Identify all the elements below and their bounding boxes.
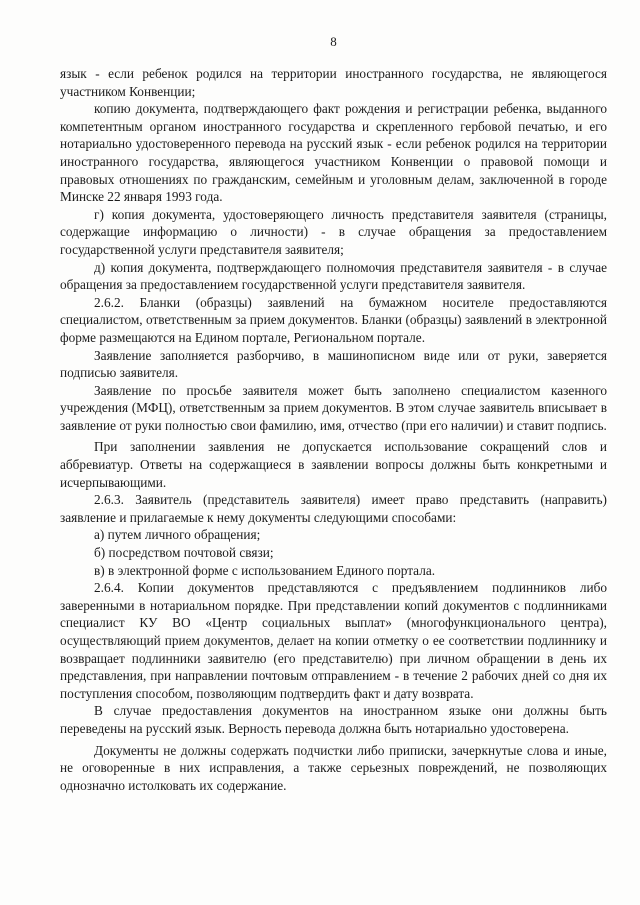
paragraph-4: д) копия документа, подтверждающего полномочия представителя заявителя - в случае обращения за предоставлением государственной услуги представителя заявителя. (60, 259, 607, 293)
paragraph-9: 2.6.3. Заявитель (представитель заявителя) имеет право представить (направить) заявление и прилагаемые к нему документы следующими способами: (60, 492, 607, 525)
paragraph-6: Заявление заполняется разборчиво, в машинописном виде или от руки, заверяется подписью заявителя. (60, 347, 607, 381)
paragraph-2: копию документа, подтверждающего факт рождения и регистрации ребенка, выданного компетентным органом иностранного государства и скрепленного гербовой печатью, и его нотариально удостоверенного перевода на русский язык - если ребенок родился на территории иностранного государства, являющегося участником Конвенции о правовой помощи и правовых отношениях по гражданским, семейным и уголовным делам, заключенной в городе Минске 22 января 1993 года. (60, 101, 607, 205)
list-item-c: в) в электронной форме с использованием Единого портала. (94, 562, 436, 578)
paragraph-1: язык - если ребенок родился на территории иностранного государства, не являющегося участником Конвенции; (60, 66, 607, 99)
paragraph-5: 2.6.2. Бланки (образцы) заявлений на бумажном носителе предоставляются специалистом, ответственным за прием документов. Бланки (образцы) заявлений в электронной форме размещаются на Едином портале, Региональном портале. (60, 294, 607, 345)
paragraph-10: 2.6.4. Копии документов представляются с предъявлением подлинников либо заверенными в нотариальном порядке. При представлении копий документов с подлинниками специалист КУ ВО «Центр социальных выплат» (многофункционального центра), осуществляющий прием документов, делает на копии отметку о ее соответствии подлиннику и возвращает подлинники заявителю (его представителю) при личном обращении в день их представления, при направлении почтовым отправлением - в течение 2 рабочих дней со дня их поступления способом, позволяющим подтвердить факт и дату возврата. (60, 580, 607, 701)
paragraph-7: Заявление по просьбе заявителя может быть заполнено специалистом казенного учреждения (МФЦ), ответственным за прием документов. В этом случае заявитель вписывает в заявление от руки полностью свои фамилию, имя, отчество (при его наличии) и ставит подпись. (60, 382, 607, 433)
page-number: 8 (330, 34, 337, 49)
paragraph-3: г) копия документа, удостоверяющего личность представителя заявителя (страницы, содержащие информацию о личности) - в случае обращения за предоставлением государственной услуги представителя заявителя; (60, 206, 607, 257)
list-item-a: а) путем личного обращения; (94, 527, 261, 543)
paragraph-8: При заполнении заявления не допускается использование сокращений слов и аббревиатур. Ответы на содержащиеся в заявлении вопросы должны быть конкретными и исчерпывающими. (60, 439, 607, 490)
list-item-b: б) посредством почтовой связи; (94, 545, 274, 561)
paragraph-12: Документы не должны содержать подчистки либо приписки, зачеркнутые слова и иные, не оговоренные в них исправления, а также серьезных повреждений, не позволяющих однозначно истолковать их содержание. (60, 742, 607, 793)
paragraph-11: В случае предоставления документов на иностранном языке они должны быть переведены на русский язык. Верность перевода должна быть нотариально удостоверена. (60, 703, 607, 736)
